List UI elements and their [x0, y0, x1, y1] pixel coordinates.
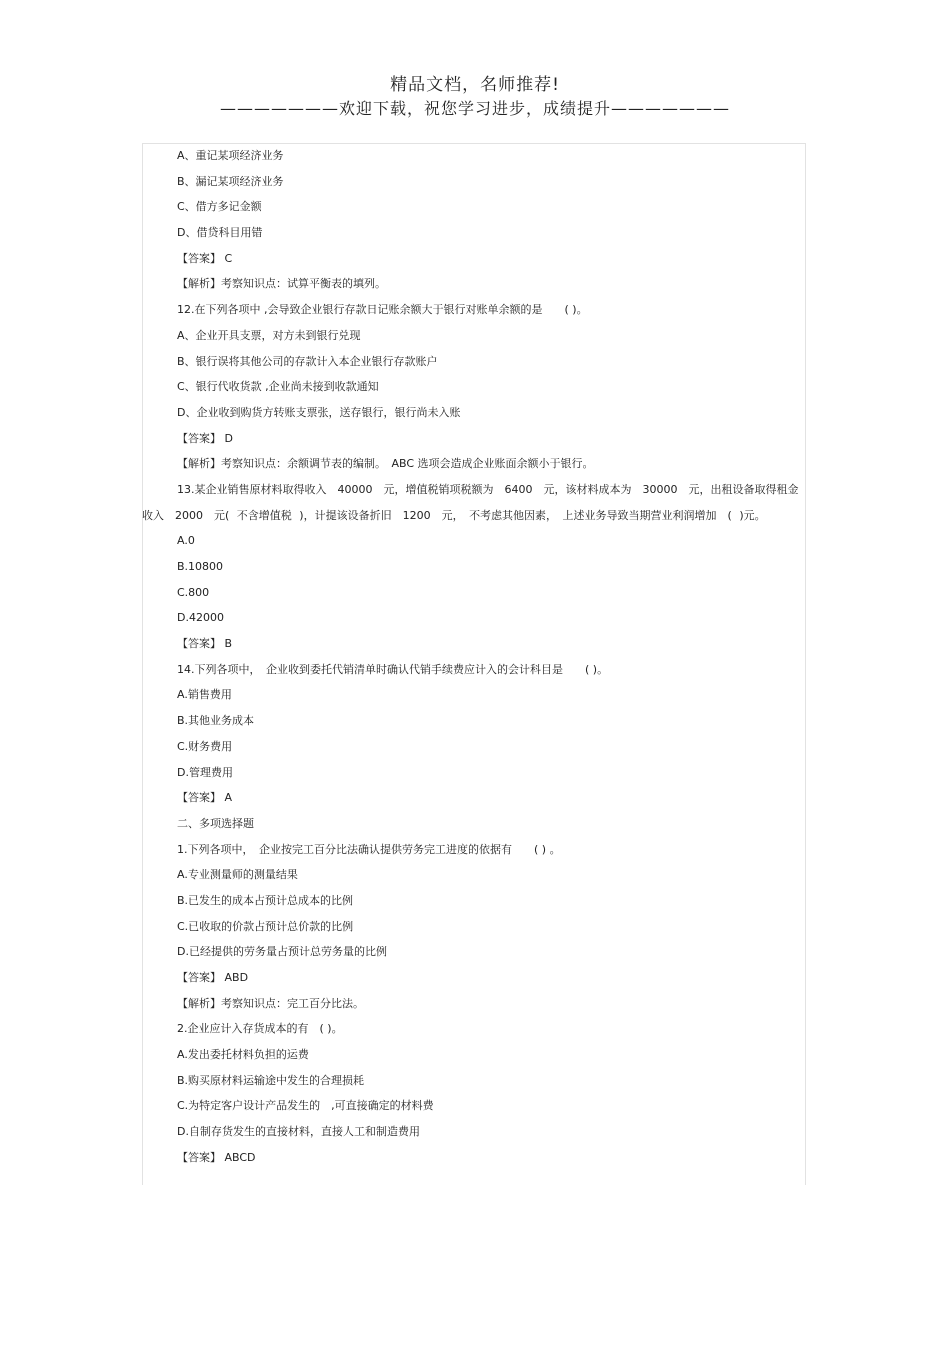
text-line: B.10800 — [177, 560, 224, 574]
analysis-line: 【解析】考察知识点：试算平衡表的填列。 — [177, 277, 386, 291]
text-line: A、重记某项经济业务 — [177, 149, 284, 162]
answer-line: 【答案】 D — [177, 431, 233, 445]
text-line: B、漏记某项经济业务 — [177, 174, 284, 188]
text-line: A.0 — [177, 534, 195, 548]
answer-line: 【答案】 A — [177, 791, 233, 805]
text-line: A.销售费用 — [177, 688, 232, 702]
text-line: C.财务费用 — [177, 739, 233, 753]
text-line: A、企业开具支票，对方未到银行兑现 — [177, 328, 361, 342]
page-subtitle: ———————欢迎下载，祝您学习进步，成绩提升——————— — [219, 99, 730, 118]
text-line: A.专业测量师的测量结果 — [177, 868, 298, 882]
question-line: 1.下列各项中， 企业按完工百分比法确认提供劳务完工进度的依据有 ( ) 。 — [177, 842, 561, 856]
document-body — [142, 143, 806, 1171]
text-line: D、企业收到购货方转账支票张，送存银行，银行尚未入账 — [177, 405, 461, 419]
text-line: D.自制存货发生的直接材料，直接人工和制造费用 — [177, 1125, 420, 1139]
question-line: 2.企业应计入存货成本的有 ( )。 — [177, 1022, 343, 1036]
question-13-paragraph: 13.某企业销售原材料取得收入 40000 元，增值税销项税额为 6400 元，该材料成本为 30000 元，出租设备取得租金收入 2000 元( 不含增值税 )，计提该设备折旧 1200 元， 不考虑其他因素， 上述业务导致当期营业利润增加 ( )元。 — [142, 482, 799, 522]
text-line: D.42000 — [177, 611, 224, 625]
answer-line: 【答案】 ABD — [177, 971, 249, 985]
answer-line: 【答案】 C — [177, 251, 233, 265]
text-line: C、借方多记金额 — [177, 200, 262, 214]
text-line: D.管理费用 — [177, 765, 233, 779]
text-line: C.为特定客户设计产品发生的 ,可直接确定的材料费 — [177, 1099, 434, 1113]
answer-line: 【答案】 B — [177, 637, 233, 651]
question-line: 14.下列各项中， 企业收到委托代销清单时确认代销手续费应计入的会计科目是 ( )。 — [177, 662, 609, 676]
question-line: 12.在下列各项中 ,会导致企业银行存款日记账余额大于银行对账单余额的是 ( )。 — [177, 303, 588, 317]
analysis-line: 【解析】考察知识点：完工百分比法。 — [177, 996, 364, 1010]
text-line: D.已经提供的劳务量占预计总劳务量的比例 — [177, 945, 387, 959]
text-line: B.购买原材料运输途中发生的合理损耗 — [177, 1073, 365, 1087]
text-line: C.800 — [177, 585, 210, 599]
analysis-line: 【解析】考察知识点：余额调节表的编制。 ABC 选项会造成企业账面余额小于银行。 — [177, 457, 594, 471]
text-line: C.已收取的价款占预计总价款的比例 — [177, 919, 354, 933]
answer-line: 【答案】 ABCD — [177, 1150, 256, 1164]
text-line: D、借贷科目用错 — [177, 226, 263, 240]
text-line: B.其他业务成本 — [177, 714, 255, 728]
page-title: 精品文档，名师推荐! — [390, 75, 560, 95]
section-heading: 二、多项选择题 — [177, 816, 254, 830]
text-line: B.已发生的成本占预计总成本的比例 — [177, 893, 354, 907]
text-line: A.发出委托材料负担的运费 — [177, 1048, 309, 1062]
text-line: B、银行误将其他公司的存款计入本企业银行存款账户 — [177, 354, 438, 368]
text-line: C、银行代收货款 ,企业尚未接到收款通知 — [177, 380, 379, 394]
